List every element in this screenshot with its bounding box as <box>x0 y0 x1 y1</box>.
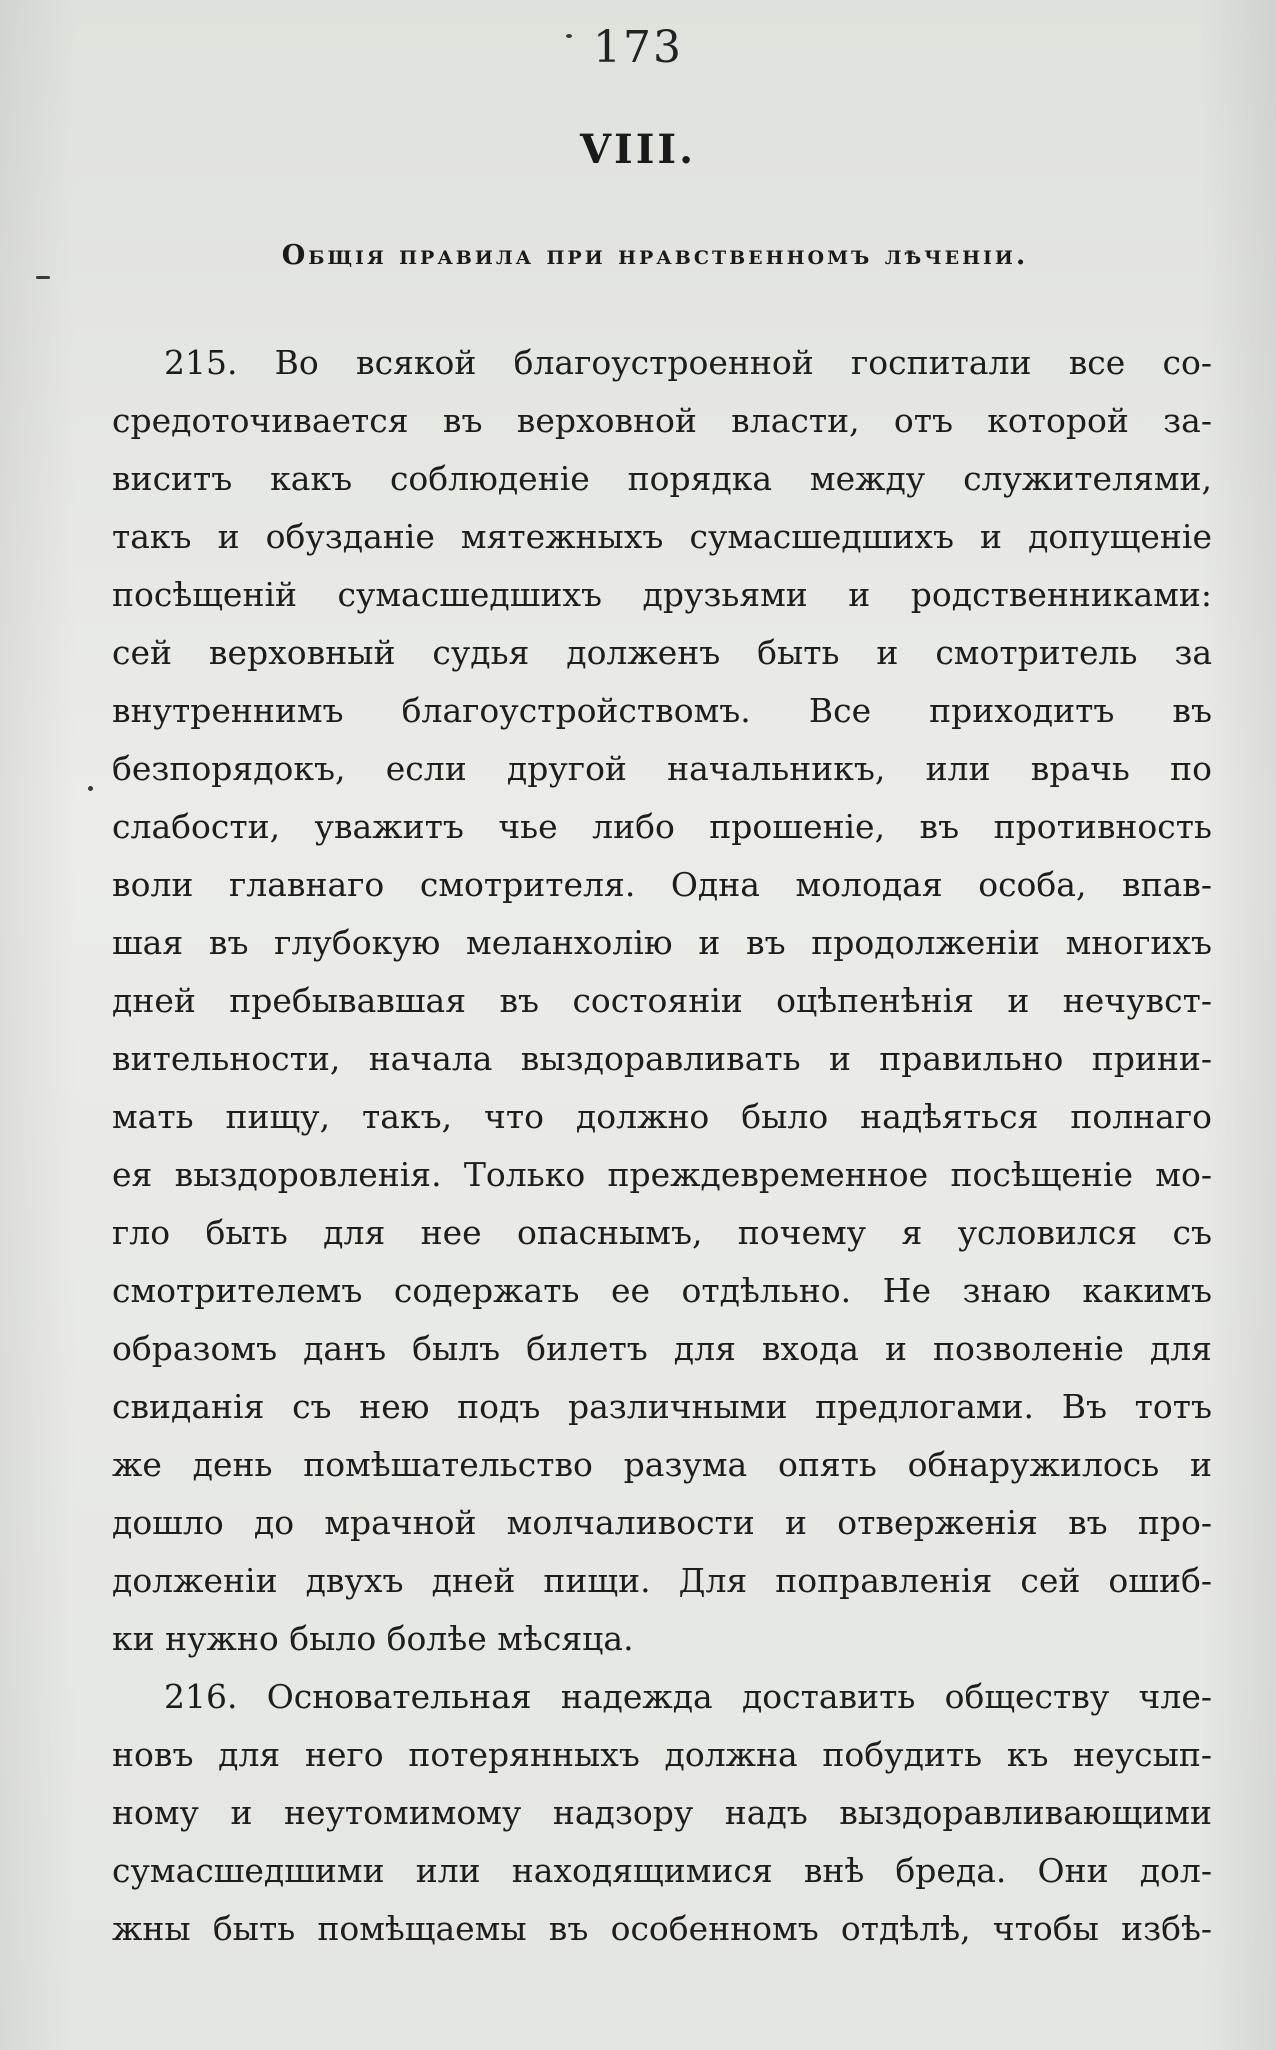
page-number: 173 <box>593 22 683 73</box>
ink-speck <box>36 276 50 279</box>
text-line: такъ и обузданіе мятежныхъ сумасшедшихъ и допущеніе <box>112 517 1212 556</box>
text-line: же день помѣшательство разума опять обнаружилось и <box>112 1445 1212 1484</box>
text-line: жны быть помѣщаемы въ особенномъ отдѣлѣ, чтобы избѣ- <box>112 1909 1212 1948</box>
section-number: VIII. <box>579 126 697 173</box>
text-line: 215. Во всякой благоустроенной госпитали все со- <box>164 343 1212 382</box>
text-line: долженіи двухъ дней пищи. Для поправленія сей ошиб- <box>112 1561 1212 1600</box>
text-line: дошло до мрачной молчаливости и отверженія въ про- <box>112 1503 1212 1542</box>
text-line: сумасшедшими или находящимися внѣ бреда. Они дол- <box>112 1851 1212 1890</box>
paragraph-216 <box>112 1668 1212 1958</box>
text-line: новъ для него потерянныхъ должна побудить къ неусып- <box>112 1735 1212 1774</box>
ink-speck <box>88 786 93 791</box>
text-line: ному и неутомимому надзору надъ выздоравливающими <box>112 1793 1212 1832</box>
text-line: смотрителемъ содержать ее отдѣльно. Не знаю какимъ <box>112 1271 1212 1310</box>
text-line: мать пищу, такъ, что должно было надѣяться полнаго <box>112 1097 1212 1136</box>
text-line: посѣщеній сумасшедшихъ друзьями и родственниками: <box>112 575 1212 614</box>
paragraph-215 <box>112 334 1212 1668</box>
section-title: Общія правила при нравственномъ лѣченіи. <box>281 240 1029 271</box>
text-line: воли главнаго смотрителя. Одна молодая особа, впав- <box>112 865 1212 904</box>
text-line: свиданія съ нею подъ различными предлогами. Въ тотъ <box>112 1387 1212 1426</box>
text-line: средоточивается въ верховной власти, отъ которой за- <box>112 401 1212 440</box>
text-line: вительности, начала выздоравливать и правильно прини- <box>112 1039 1212 1078</box>
text-line: безпорядокъ, если другой начальникъ, или врачь по <box>112 749 1212 788</box>
text-line: ея выздоровленія. Только преждевременное посѣщеніе мо- <box>112 1155 1212 1194</box>
body-text <box>112 334 1212 1958</box>
text-line: сей верховный судья долженъ быть и смотритель за <box>112 633 1212 672</box>
text-line: 216. Основательная надежда доставить обществу чле- <box>164 1677 1212 1716</box>
text-line: слабости, уважитъ чье либо прошеніе, въ противность <box>112 807 1212 846</box>
ink-speck <box>566 34 572 38</box>
text-line: гло быть для нее опаснымъ, почему я условился съ <box>112 1213 1212 1252</box>
text-line: ки нужно было болѣе мѣсяца. <box>112 1619 634 1658</box>
text-line: дней пребывавшая въ состояніи оцѣпенѣнія и нечувст- <box>112 981 1212 1020</box>
text-line: образомъ данъ былъ билетъ для входа и позволеніе для <box>112 1329 1212 1368</box>
text-line: шая въ глубокую меланхолію и въ продолженіи многихъ <box>112 923 1212 962</box>
text-line: виситъ какъ соблюденіе порядка между служителями, <box>112 459 1212 498</box>
text-line: внутреннимъ благоустройствомъ. Все приходитъ въ <box>112 691 1212 730</box>
